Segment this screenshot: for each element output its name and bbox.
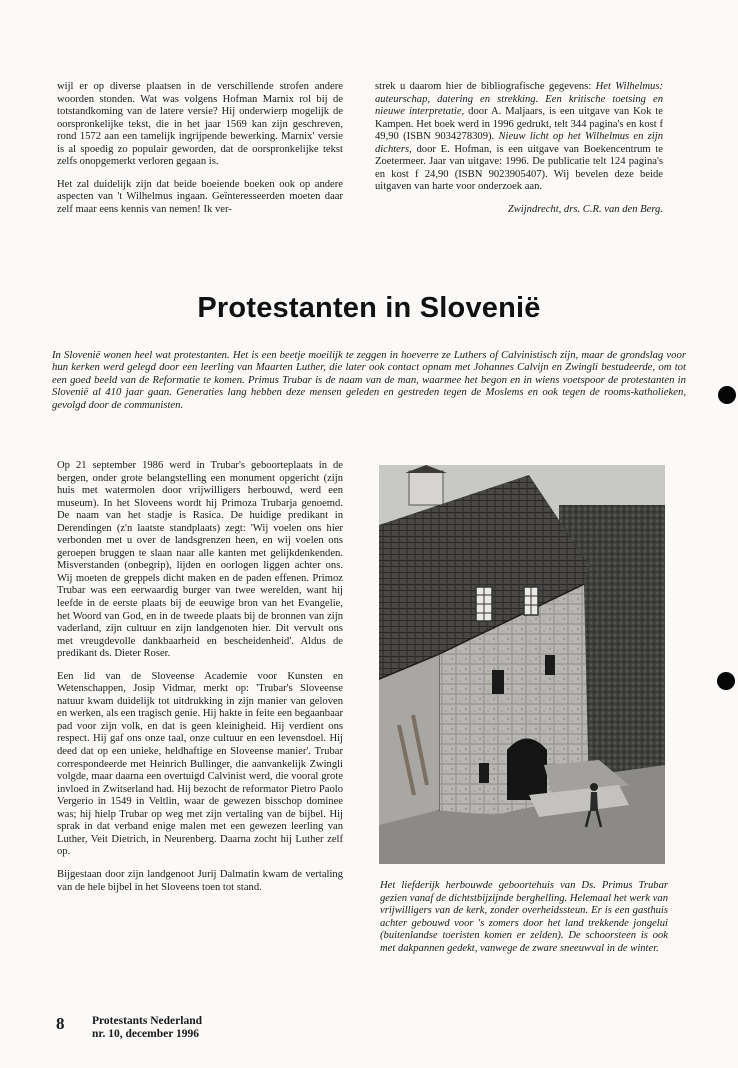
previous-article-paragraph: wijl er op diverse plaatsen in de verschillende strofen andere woorden stonden. Wat was volgens Hofman Marnix rol bij de totstandkoming van de latere versie? Hij onderwierp mogelijk de oorspronkelijke tekst, die in het jaar 1569 kan zijn geschreven, rond 1572 aan een tamelijk ingrijpende bewerking. Marnix' versie is al spoedig zo populair geworden, dat de oorspronkelijke tekst zelfs onopgemerkt verloren gegaan is. xyxy=(57,81,343,168)
article-body-column xyxy=(57,460,343,894)
book-title: Het Wilhelmus: auteurschap, datering en strekking. Een kritische toetsing en nieuwe interpretatie, xyxy=(375,81,663,118)
binder-hole xyxy=(718,386,736,404)
article-paragraph: Een lid van de Sloveense Academie voor Kunsten en Wetenschappen, Josip Vidmar, merkt op: 'Trubar's Sloveense natuur kwam duidelijk tot uitdrukking in zijn manier van geloven en werken, als een tragisch genie. Hij hakte in feite een begaanbaar pad voor zijn volk, en dat is geen kleinigheid. Hij verdient ons respect. Hij gaf ons onze taal, onze cultuur en een levensdoel. Hij deed dat op een unieke, heldhaftige en Sloveense manier'. Trubar correspondeerde met Heinrich Bullinger, die aanvankelijk Zwingli volgde, maar daarna een overtuigd Calvinist werd, die vooral grote invloed in Zwitserland had. Hij bezocht de reformator Pietro Paolo Vergerio in 1549 in Veltlin, waar de gewezen bisschop dominee was; hij hielp Trubar op weg met zijn vertaling van de bijbel. Hij sprak in dat verband enige malen met een gewezen leerling van Luther, Veit Dietrich, in Neurenberg. Daarna zocht hij Luther zelf op. xyxy=(57,670,343,858)
author-signature: Zwijndrecht, drs. C.R. van den Berg. xyxy=(507,203,663,215)
issue-label: nr. 10, december 1996 xyxy=(92,1028,200,1040)
page-number: 8 xyxy=(56,1014,65,1033)
previous-article-left-column xyxy=(57,81,343,216)
book-title: Nieuw licht op het Wilhelmus en zijn dichters, xyxy=(375,131,663,155)
publication-name: Protestants Nederland xyxy=(92,1015,202,1027)
article-paragraph: Op 21 september 1986 werd in Trubar's geboorteplaats in de bergen, onder grote belangstelling een monument opgericht (zijn huis met watermolen door vrijwilligers herbouwd, werd een museum). In het Sloveens wordt hij Primoza Trubarja genoemd. De naam van het stadje is Rasica. De huidige predikant in Derendingen (z'n laatste standplaats) zegt: 'Wij voelen ons hier verbonden met u over de landsgrenzen heen, en wij voelen ons geroepen bruggen te slaan naar alle kanten met gelijkdenkenden. Misverstanden (onbegrip), lijden en oorlogen liggen achter ons. Wij moeten de greppels dicht maken en de paden effenen. Primoz Trubar was een eerwaardig burger van twee werelden, want hij leefde in de eerste plaats bij de eeuwige bron van het Evangelie, het Woord van God, en in de tweede plaats bij de bronnen van zijn vaderland, zijn cultuur en zijn landgenoten hier. Dit vervult ons met vreugdevolle dankbaarheid en bescheidenheid'. Aldus de predikant ds. Dieter Roser. xyxy=(57,460,343,660)
binder-hole xyxy=(717,672,735,690)
house-photo xyxy=(379,465,665,864)
article-paragraph: Bijgestaan door zijn landgenoot Jurij Dalmatin kwam de vertaling van de hele bijbel in het Sloveens toen tot stand. xyxy=(57,868,343,893)
photo-caption: Het liefderijk herbouwde geboortehuis van Ds. Primus Trubar gezien vanaf de dichtstbijzijnde berghelling. Helemaal het werk van vrijwilligers van de kerk, zonder overheidssteun. Er is een gasthuis achter gebouwd voor 's zomers door het land trekkende jongelui (buitenlandse toeristen komen er zelden). De schoorsteen is ook met dakpannen gedekt, vanwege de zware sneeuwval in de winter. xyxy=(380,880,668,954)
article-intro: In Slovenië wonen heel wat protestanten. Het is een beetje moeilijk te zeggen in hoeverre ze Luthers of Calvinistisch zijn, maar de grondslag voor hun kerken werd gelegd door een leerling van Maarten Luther, die later ook contact opnam met Johannes Calvijn en Zwingli bestudeerde, om tot een goed beeld van de Reformatie te komen. Primus Trubar is de naam van de man, waarmee het begon en in wiens voetspoor de protestanten in Slovenië al 410 jaar gaan. Generaties lang hebben deze mensen geleden en gestreden tegen de Moslems en ook tegen de rooms-katholieken, gevolgd door de communisten. xyxy=(52,349,686,411)
previous-article-right-column xyxy=(375,81,663,216)
article-title: Protestanten in Slovenië xyxy=(197,292,541,324)
bibliography-paragraph: strek u daarom hier de bibliografische gegevens: Het Wilhelmus: auteurschap, datering en strekking. Een kritische toetsing en nieuwe interpretatie, door A. Maljaars, is een uitgave van Kok te Kampen. Het boek werd in 1996 gedrukt, telt 344 pagina's en kost f 49,90 (ISBN 9034278309). Nieuw licht op het Wilhelmus en zijn dichters, door E. Hofman, is een uitgave van Boekencentrum te Zoetermeer. Jaar van uitgave: 1996. De publicatie telt 124 pagina's en kost f 24,90 (ISBN 9023905407). Wij bevelen deze beide uitgaven van harte voor onderzoek aan. xyxy=(375,81,663,193)
publication-footer xyxy=(92,1015,202,1041)
previous-article-paragraph: Het zal duidelijk zijn dat beide boeiende boeken ook op andere aspecten van 't Wilhelmus ingaan. Geïnteresseerden moeten daar zelf maar eens kennis van nemen! Ik ver- xyxy=(57,178,343,215)
house-illustration xyxy=(379,465,665,864)
